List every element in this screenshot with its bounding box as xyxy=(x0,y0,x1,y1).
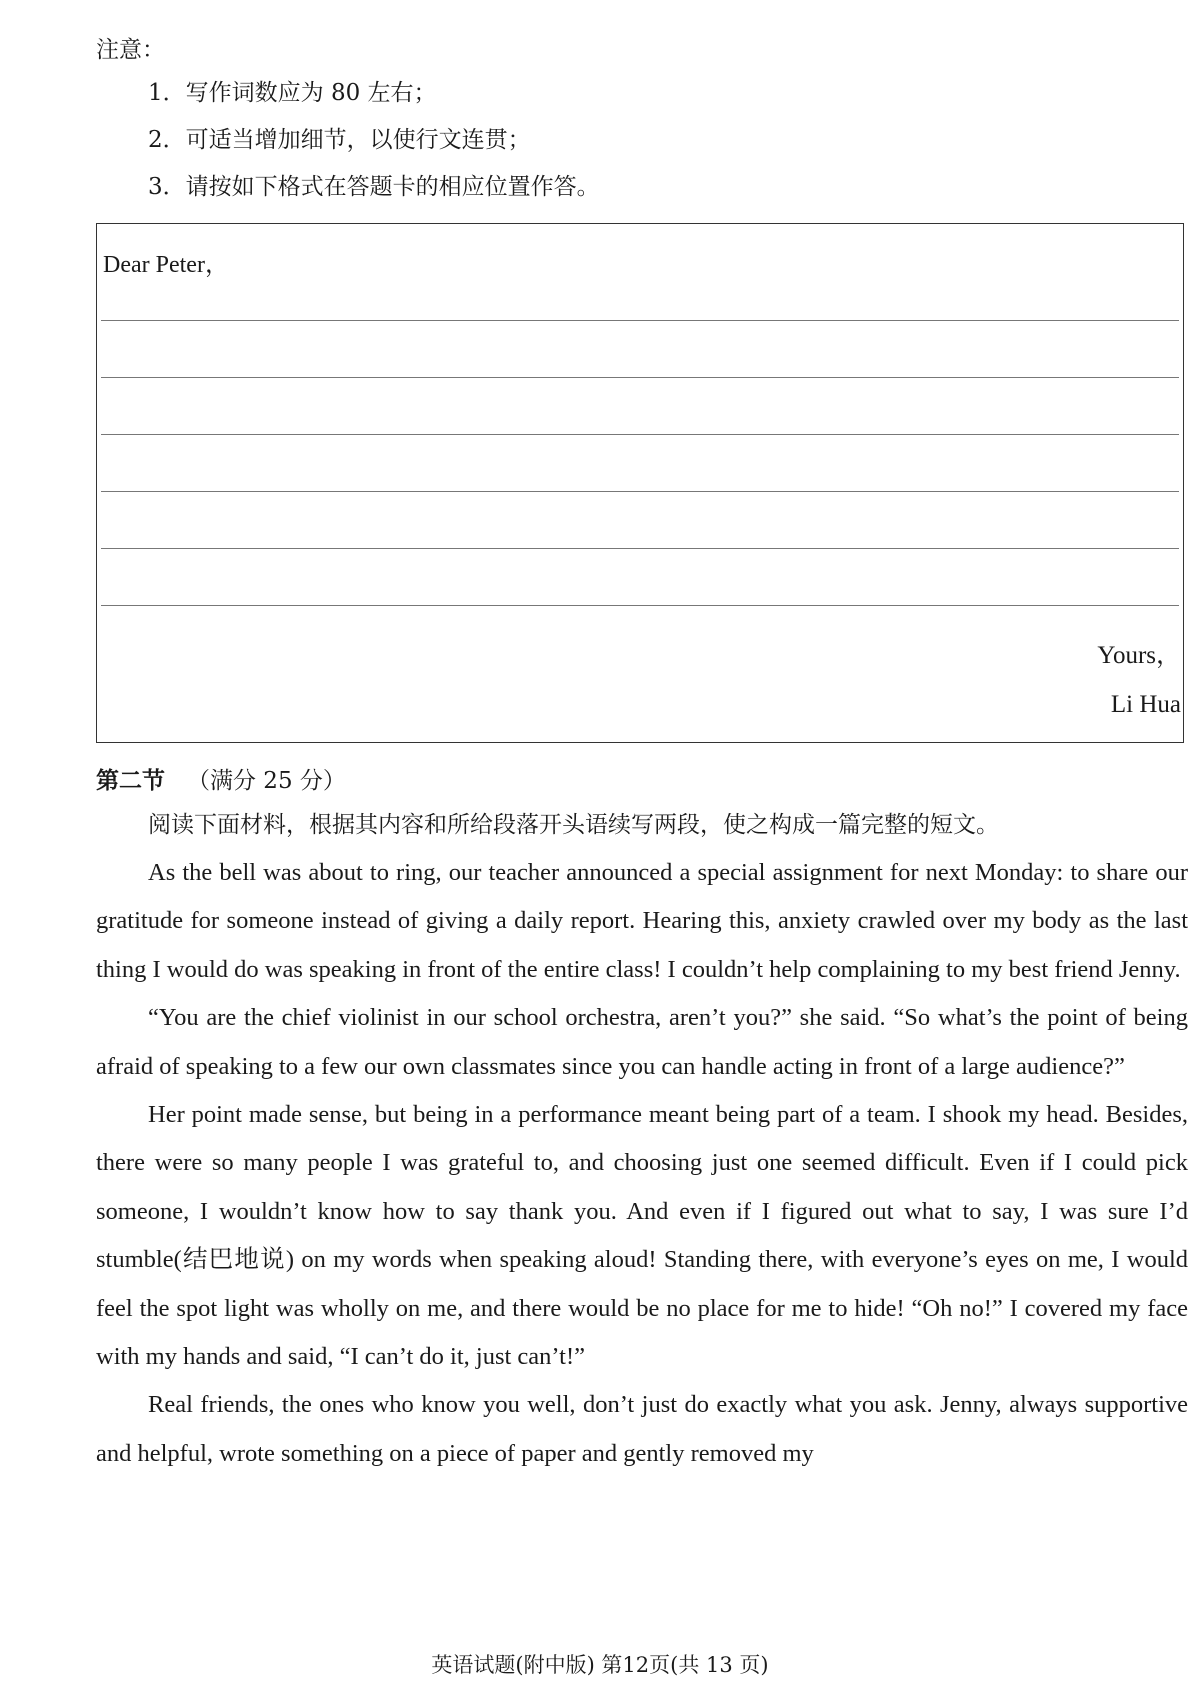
letter-salutation: Dear Peter， xyxy=(103,252,229,278)
passage-paragraph: “You are the chief violinist in our school orchestra, aren’t you?” she said. “So what’s the point of being afraid of speaking to a few our own classmates since you can handle acting in front of a large audience?” xyxy=(96,1004,1188,1080)
answer-line xyxy=(101,491,1179,492)
passage-paragraph: Her point made sense, but being in a performance meant being part of a team. I shook my head. Besides, there were so many people I was grateful to, and choosing just one seemed difficult. Even if I could pick someone, I wouldn’t know how to say thank you. And even if I figured out what to say, I was sure I’d stumble(结巴地说) on my words when speaking aloud! Standing there, with everyone’s eyes on me, I would feel the spot light was wholly on me, and there would be no place for me to hide! “Oh no!” I covered my face with my hands and said, “I can’t do it, just can’t!” xyxy=(96,1101,1188,1371)
answer-line xyxy=(101,434,1179,435)
section-score: （满分 25 分） xyxy=(187,768,346,794)
section-instruction: 阅读下面材料，根据其内容和所给段落开头语续写两段，使之构成一篇完整的短文。 xyxy=(148,812,999,838)
notice-item: 1．写作词数应为 80 左右； xyxy=(148,80,437,106)
answer-line xyxy=(101,548,1179,549)
answer-line xyxy=(101,605,1179,606)
answer-line xyxy=(101,320,1179,321)
passage-paragraph: As the bell was about to ring, our teacher announced a special assignment for next Monday: to share our gratitude for someone instead of giving a daily report. Hearing this, anxiety crawled over my body as the last thing I would do was speaking in front of the entire class! I couldn’t help complaining to my best friend Jenny. xyxy=(96,859,1188,983)
section-title: 第二节 xyxy=(96,767,165,794)
letter-signature: Li Hua xyxy=(1110,691,1181,718)
letter-answer-box xyxy=(96,223,1184,743)
letter-closing: Yours， xyxy=(1097,642,1181,669)
passage-paragraph: Real friends, the ones who know you well, don’t just do exactly what you ask. Jenny, always supportive and helpful, wrote something on a piece of paper and gently removed my xyxy=(96,1391,1188,1467)
notice-title: 注意： xyxy=(96,37,165,63)
reading-passage xyxy=(96,849,1188,1478)
section-heading xyxy=(96,761,1188,801)
answer-line xyxy=(101,377,1179,378)
page-footer: 英语试题(附中版) 第12页(共 13 页) xyxy=(431,1653,769,1677)
notice-item: 3．请按如下格式在答题卡的相应位置作答。 xyxy=(148,174,600,200)
notice-list xyxy=(96,70,1188,211)
exam-page xyxy=(96,30,1188,1478)
notice-item: 2．可适当增加细节，以使行文连贯； xyxy=(148,127,531,153)
